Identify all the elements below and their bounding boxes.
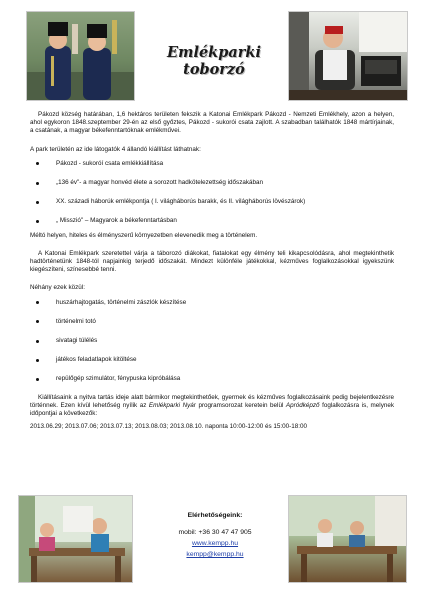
contact-phone: mobil: +36 30 47 47 905 (178, 529, 252, 536)
contact-heading: Elérhetőségeink: (187, 512, 243, 519)
list-item: repülőgép szimulátor, fénypuska kipróbálása (30, 375, 394, 383)
photo-children-soldier-costumes (27, 12, 134, 100)
exhibition-list (30, 160, 394, 226)
session-dates: 2013.06.29; 2013.07.06; 2013.07.13; 2013.08.03; 2013.08.10. naponta 10:00-12:00 és 15:00-18:00 (30, 423, 307, 431)
schedule-text: foglalkozásra is, melynek időpontjai a következők: (30, 401, 395, 418)
program-name: Emlékparki Nyár (148, 401, 196, 409)
session-name: Apródképző (285, 401, 320, 409)
list-item: XX. századi háborúk emlékpontja ( I. világháborús barakk, és II. világháborús lövészárok) (30, 198, 394, 206)
schedule-text: Kiállításaink a nyitva tartás ideje alatt bármikor megtekinthetőek, gyermek és kézműves foglalkozásaink pedig bejelentkezésre történnek. Ezen kívül lehetőség nyílik az (30, 393, 394, 409)
examples-lead: Néhány ezek közül: (30, 284, 85, 292)
environment-text: Méltó helyen, hiteles és élményszerű környezetben elevenedik meg a történelem. (30, 231, 258, 239)
list-item: Pákozd - sukoróí csata emlékkiállítása (30, 160, 394, 168)
website-link[interactable]: www.kempp.hu (191, 540, 239, 547)
intro-paragraph: Pákozd község határában, 1,6 hektáros területen fekszik a Katonai Emlékpark Pákozd - Nemzeti Emlékhely, azon a helyen, ahol egykoron 1848.szeptember 29-én az első győztes, Pákozd - sukorói csata zajlott. A szabadban találhatók 1848 mártírjainak, a csatának, a magyar békefenntartóknak emlékművei. (30, 111, 394, 135)
list-item: „136 év"- a magyar honvéd élete a sorozott hadkötelezettség időszakában (30, 179, 394, 187)
contact-block (160, 510, 270, 560)
schedule-text: programsorozat keretein belül (195, 401, 286, 409)
page-title: Emlékparki toborzó (167, 44, 261, 78)
photo-outdoor-activity (289, 496, 406, 582)
flyer-body (30, 111, 394, 431)
activity-list (30, 299, 394, 384)
list-item: huszárhajtogatás, történelmi zászlók készítése (30, 299, 394, 307)
email-link[interactable]: kempp@kempp.hu (186, 551, 244, 558)
list-item: játékos feladatlapok kitöltése (30, 356, 394, 364)
list-item: „ Misszió" – Magyarok a békefenntartásban (30, 217, 394, 225)
photo-crafts-table (19, 496, 132, 582)
list-item: történelmi totó (30, 318, 394, 326)
exhibitions-lead: A park területén az ide látogatók 4 állandó kiállítást láthatnak: (30, 145, 201, 153)
invite-paragraph: A Katonai Emlékpark szeretettel várja a táborozó diákokat, fiatalokat egy élmény teli kikapcsolódásra, ahol megtekinthetik hadtörténetünk 1848-tól napjainkig terjedő időszakát. Mindezt különféle játékokkal, kézműves foglalkozásokkal igyekszünk kiegészíteni, színesebbé tenni. (30, 249, 394, 274)
list-item: sivatagi túlélés (30, 337, 394, 345)
photo-flight-simulator (289, 12, 407, 100)
schedule-paragraph (30, 394, 394, 419)
